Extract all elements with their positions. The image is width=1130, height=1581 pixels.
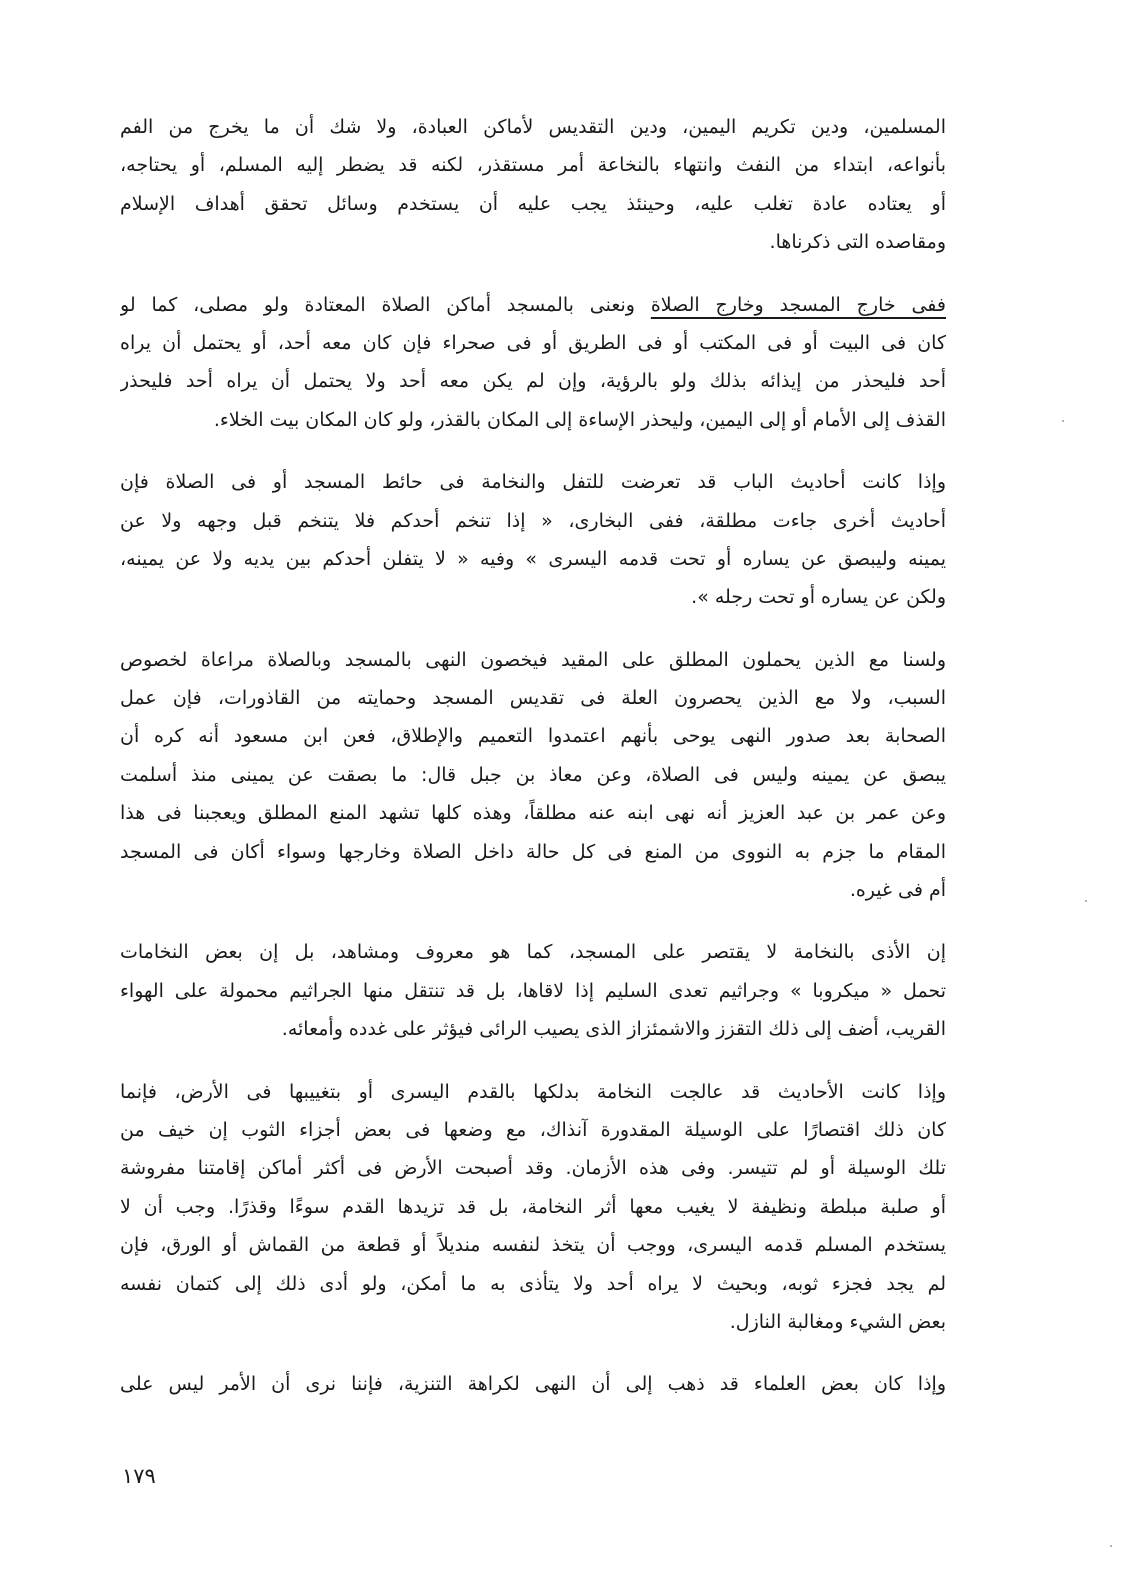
- scan-speck: [1110, 1545, 1112, 1547]
- text-line: بعض الشيء ومغالبة النازل.: [729, 1310, 946, 1333]
- underlined-phrase: ففى خارج المسجد وخارج الصلاة: [650, 293, 946, 316]
- text-line: يستخدم المسلم قدمه اليسرى، ووجب أن يتخذ لنفسه منديلاً أو قطعة من القماش أو الورق، فإن: [120, 1234, 946, 1257]
- text-line: القذف إلى الأمام أو إلى اليمين، وليحذر الإساءة إلى المكان بالقذر، ولو كان المكان بيت الخلاء.: [213, 408, 946, 431]
- text-line: كان ذلك اقتصارًا على الوسيلة المقدورة آنذاك، مع وضعها فى بعض أجزاء الثوب إن خيف من: [120, 1118, 946, 1141]
- body-text: [120, 108, 946, 1428]
- text-line: أحد فليحذر من إيذائه بذلك ولو بالرؤية، وإن لم يكن معه أحد ولا يحتمل أن يراه أحد فليحذر: [120, 370, 946, 393]
- paragraph-7: [120, 1365, 946, 1403]
- text-line: يبصق عن يمينه وليس فى الصلاة، وعن معاذ بن جبل قال: ما بصقت عن يمينى منذ أسلمت: [120, 763, 946, 786]
- page-number: ١٧٩: [122, 1464, 156, 1488]
- text-line: لم يجد فجزء ثوبه، وبحيث لا يراه أحد ولا يتأذى به ما أمكن، ولو أدى ذلك إلى كتمان نفسه: [120, 1272, 946, 1295]
- text-line: وإذا كانت الأحاديث قد عالجت النخامة بدلكها بالقدم اليسرى أو بتغييبها فى الأرض، فإنما: [120, 1080, 946, 1103]
- text-line: بأنواعه، ابتداء من النفث وانتهاء بالنخاعة أمر مستقذر، لكنه قد يضطر إليه المسلم، أو يحتاجه،: [120, 154, 946, 177]
- text-line: ولكن عن يساره أو تحت رجله ».: [691, 586, 946, 609]
- paragraph-6: [120, 1073, 946, 1342]
- text-line: المسلمين، ودين تكريم اليمين، ودين التقديس لأماكن العبادة، ولا شك أن ما يخرج من الفم: [120, 116, 946, 138]
- text-line: أم فى غيره.: [849, 879, 946, 902]
- text-line: [120, 286, 946, 324]
- text-line: المقام ما جزم به النووى من المنع فى كل حالة داخل الصلاة وخارجها وسواء أكان فى المسجد: [120, 840, 946, 863]
- text-line: ولسنا مع الذين يحملون المطلق على المقيد فيخصون النهى بالمسجد وبالصلاة مراعاة لخصوص: [120, 648, 946, 671]
- scan-speck: [1085, 900, 1087, 902]
- paragraph-2: [120, 286, 946, 440]
- text-line: تلك الوسيلة أو لم تتيسر. وفى هذه الأزمان. وقد أصبحت الأرض فى أكثر أماكن إقامتنا مفروشة: [120, 1157, 946, 1180]
- text-line: السبب، ولا مع الذين يحصرون العلة فى تقديس المسجد وحمايته من القاذورات، فإن عمل: [120, 687, 946, 710]
- paragraph-5: [120, 933, 946, 1048]
- text-line: أو صلبة مبلطة ونظيفة لا يغيب معها أثر النخامة، بل قد تزيدها القدم سوءًا وقذرًا. وجب أن لا: [120, 1195, 946, 1218]
- text-line-rest: ونعنى بالمسجد أماكن الصلاة المعتادة ولو مصلى، كما لو: [120, 293, 651, 316]
- paragraph-1: [120, 108, 946, 262]
- scan-speck: [1062, 420, 1064, 422]
- text-line: يمينه وليبصق عن يساره أو تحت قدمه اليسرى » وفيه « لا يتفلن أحدكم بين يديه ولا عن يمينه،: [120, 547, 946, 570]
- text-line: الصحابة بعد صدور النهى يوحى بأنهم اعتمدوا التعميم والإطلاق، فعن ابن مسعود أنه كره أن: [120, 725, 946, 748]
- text-line: وإذا كان بعض العلماء قد ذهب إلى أن النهى لكراهة التنزية، فإننا نرى أن الأمر ليس على: [120, 1373, 946, 1396]
- text-line: القريب، أضف إلى ذلك التقزز والاشمئزاز الذى يصيب الرائى فيؤثر على غدده وأمعائه.: [281, 1018, 946, 1041]
- paragraph-4: [120, 641, 946, 910]
- text-line: أو يعتاده عادة تغلب عليه، وحينئذ يجب عليه أن يستخدم وسائل تحقق أهداف الإسلام: [120, 192, 946, 215]
- paragraph-3: [120, 463, 946, 617]
- text-line: أحاديث أخرى جاءت مطلقة، ففى البخارى، « إذا تنخم أحدكم فلا يتنخم قبل وجهه ولا عن: [120, 509, 946, 532]
- text-line: إن الأذى بالنخامة لا يقتصر على المسجد، كما هو معروف ومشاهد، بل إن بعض النخامات: [120, 941, 946, 964]
- text-line: وعن عمر بن عبد العزيز أنه نهى ابنه عنه مطلقاً، وهذه كلها تشهد المنع المطلق ويعجبنا فى هذا: [120, 802, 946, 825]
- text-line: ومقاصده التى ذكرناها.: [769, 231, 946, 254]
- text-line: وإذا كانت أحاديث الباب قد تعرضت للتفل والنخامة فى حائط المسجد أو فى الصلاة فإن: [120, 471, 946, 494]
- text-line: كان فى البيت أو فى المكتب أو فى الطريق أو فى صحراء فإن كان معه أحد، أو يحتمل أن يراه: [120, 331, 946, 354]
- text-line: تحمل « ميكروبا » وجراثيم تعدى السليم إذا لاقاها، بل قد تنتقل منها الجراثيم محمولة على الهواء: [120, 979, 946, 1002]
